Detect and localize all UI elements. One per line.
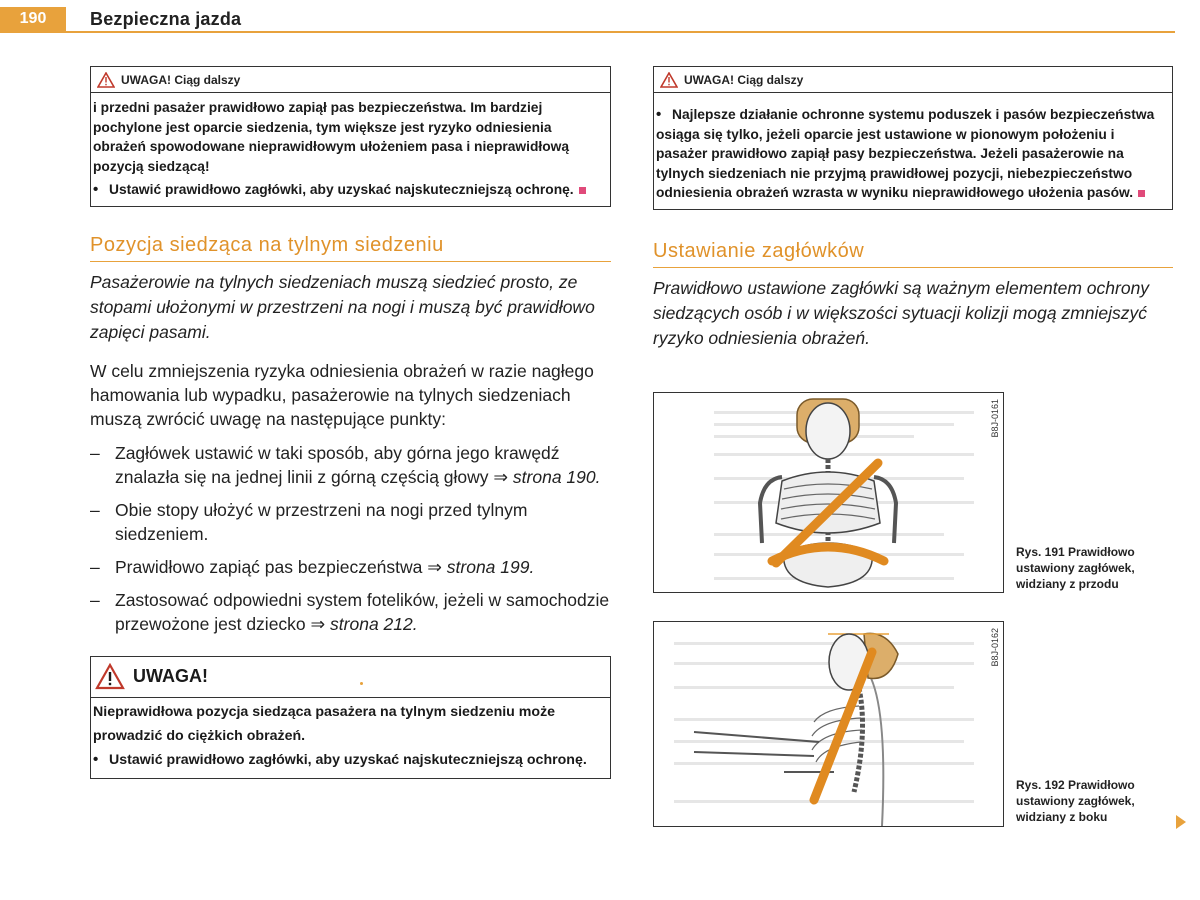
- skeleton-side-illustration: [654, 622, 1003, 826]
- end-marker-icon: [579, 187, 586, 194]
- section-title-headrests: Ustawianie zagłówków: [653, 240, 1173, 268]
- list-item: – Zagłówek ustawić w taki sposób, aby górna jego krawędź znalazła się na jednej linii z górną częścią głowy ⇒ strona 190.: [90, 442, 601, 487]
- end-marker-icon: [1138, 190, 1145, 197]
- warning-body: [654, 93, 1172, 209]
- decorative-dot: [360, 682, 363, 685]
- warning-box: [90, 656, 611, 779]
- warning-paragraph: i przedni pasażer prawidłowo zapiął pas bezpieczeństwa. Im bardziej pochylone jest oparcie siedzenia, tym większe jest ryzyko odniesienia obrażeń spowodowane nieprawidłowym ułożeniem pasa i nieprawidłową pozycją siedzącą!: [93, 100, 570, 174]
- right-column: [653, 66, 1173, 351]
- warning-title: UWAGA! Ciąg dalszy: [121, 72, 241, 87]
- figure-headrest-front: [653, 392, 1004, 593]
- figure-code: B8J-0162: [990, 628, 1000, 667]
- figure-caption: Rys. 192 Prawidłowo ustawiony zagłówek, widziany z boku: [1016, 778, 1135, 824]
- warning-bullet: Ustawić prawidłowo zagłówki, aby uzyskać najskuteczniejszą ochronę.: [109, 751, 587, 768]
- warning-header: [91, 67, 610, 93]
- warning-title: UWAGA! Ciąg dalszy: [684, 72, 804, 87]
- figure-headrest-side: [653, 621, 1004, 827]
- page-reference-link[interactable]: ⇒ strona 199.: [427, 556, 535, 577]
- list-item: – Zastosować odpowiedni system fotelików, jeżeli w samochodzie przewożone jest dziecko ⇒ strona 212.: [90, 589, 610, 634]
- warning-body: [91, 93, 610, 206]
- warning-header: [91, 657, 610, 698]
- list-item: – Obie stopy ułożyć w przestrzeni na nogi przed tylnym siedzeniem.: [90, 499, 528, 544]
- figure-code: B8J-0161: [990, 399, 1000, 438]
- warning-title: UWAGA!: [133, 666, 208, 686]
- warning-paragraph: Nieprawidłowa pozycja siedząca pasażera na tylnym siedzeniu może prowadzić do ciężkich obrażeń.: [93, 703, 556, 744]
- instruction-list: [90, 441, 611, 636]
- section-lead: Pasażerowie na tylnych siedzeniach muszą siedzieć prosto, ze stopami ułożonymi w przestrzeni na nogi i muszą być prawidłowo zapięci pasami.: [90, 271, 595, 342]
- warning-triangle-icon: [660, 72, 678, 88]
- warning-bullet: Najlepsze działanie ochronne systemu poduszek i pasów bezpieczeństwa osiąga się tylko, jeżeli oparcie jest ustawione w pionowym położeniu i pasażer prawidłowo zapiął pasy bezpieczeństwa. Jeżeli pasażerowie na tylnych siedzeniach nie przyjmą prawidłowej pozycji, niebezpieczeństwo odniesienia obrażeń wzrasta w wyniku nieprawidłowego ułożenia pasów.: [656, 107, 1155, 200]
- page-reference-link[interactable]: ⇒ strona 212.: [310, 613, 418, 634]
- warning-triangle-icon: [97, 72, 115, 88]
- figure-caption: Rys. 191 Prawidłowo ustawiony zagłówek, widziany z przodu: [1016, 545, 1135, 591]
- warning-body: [91, 698, 610, 778]
- page-reference-link[interactable]: ⇒ strona 190.: [493, 466, 601, 487]
- header-rule: [0, 31, 1175, 33]
- warning-continued-box-right: [653, 66, 1173, 210]
- warning-header: [654, 67, 1172, 93]
- skeleton-front-illustration: [654, 393, 1003, 592]
- next-page-arrow-icon[interactable]: [1176, 815, 1186, 829]
- list-item: – Prawidłowo zapiąć pas bezpieczeństwa ⇒ strona 199.: [90, 556, 535, 577]
- warning-continued-box-left: [90, 66, 611, 207]
- section-title-rear-seat: Pozycja siedząca na tylnym siedzeniu: [90, 234, 611, 262]
- running-title: Bezpieczna jazda: [90, 9, 242, 29]
- page-number: 190: [0, 7, 66, 31]
- warning-bullet: Ustawić prawidłowo zagłówki, aby uzyskać najskuteczniejszą ochronę.: [109, 182, 574, 197]
- bullet-dot-icon: •: [93, 750, 99, 768]
- section-lead: Prawidłowo ustawione zagłówki są ważnym elementem ochrony siedzących osób i w większości sytuacji kolizji mogą zmniejszyć ryzyko odniesienia obrażeń.: [653, 277, 1150, 348]
- bullet-dot-icon: •: [656, 106, 662, 123]
- warning-triangle-icon: [95, 663, 125, 690]
- section-body: W celu zmniejszenia ryzyka odniesienia obrażeń w razie nagłego hamowania lub wypadku, pasażerowie na tylnych siedzeniach muszą zwrócić uwagę na następujące punkty:: [90, 360, 594, 429]
- bullet-dot-icon: •: [93, 181, 99, 198]
- left-column: [90, 66, 611, 779]
